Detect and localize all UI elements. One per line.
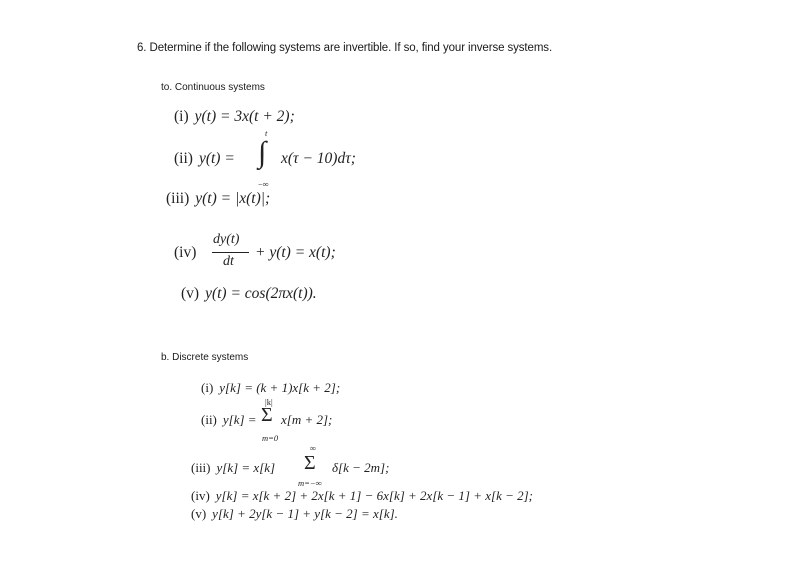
rest-text: x[m + 2]; bbox=[281, 412, 333, 427]
continuous-eq-3 bbox=[166, 190, 270, 208]
eq-lhs: y(t) = bbox=[198, 150, 235, 167]
fraction-bar bbox=[212, 252, 249, 253]
integral-lower-limit: −∞ bbox=[258, 179, 269, 189]
eq-lhs: y[k] = bbox=[222, 412, 257, 427]
numerator-text: dy(t) bbox=[213, 232, 240, 247]
eq-rest bbox=[332, 460, 389, 476]
discrete-eq-5 bbox=[191, 506, 398, 522]
sum-lower-limit: m=−∞ bbox=[298, 478, 322, 488]
eq-rest bbox=[281, 412, 332, 428]
integrand bbox=[281, 150, 356, 168]
eq-expr: y[k] = (k + 1)x[k + 2]; bbox=[219, 380, 341, 395]
integral-sign: ∫ bbox=[258, 136, 267, 169]
eq-label: (iv) bbox=[191, 488, 210, 503]
fraction-numerator bbox=[213, 232, 239, 248]
discrete-eq-1 bbox=[201, 380, 340, 396]
eq-expr: y(t) = 3x(t + 2); bbox=[194, 108, 295, 125]
eq-label: (ii) bbox=[201, 412, 217, 427]
eq-label: (iv) bbox=[174, 244, 197, 261]
sigma-sign: Σ bbox=[261, 404, 273, 426]
sigma-sign: Σ bbox=[304, 452, 316, 474]
eq-label: (ii) bbox=[174, 150, 193, 167]
integrand-text: x(τ − 10)dτ; bbox=[281, 150, 356, 167]
eq-expr: y[k] + 2y[k − 1] + y[k − 2] = x[k]. bbox=[212, 506, 398, 521]
eq-label: (i) bbox=[201, 380, 214, 395]
eq-lhs-group bbox=[201, 412, 257, 428]
eq-label: (i) bbox=[174, 108, 189, 125]
rest-text: + y(t) = x(t); bbox=[255, 244, 336, 261]
eq-rest bbox=[255, 244, 336, 262]
continuous-eq-1 bbox=[174, 108, 295, 126]
eq-lhs-group bbox=[174, 150, 235, 168]
section-heading-continuous: to. Continuous systems bbox=[161, 82, 265, 93]
section-heading-discrete: b. Discrete systems bbox=[161, 352, 249, 363]
eq-label: (v) bbox=[191, 506, 207, 521]
eq-expr: y(t) = cos(2πx(t)). bbox=[205, 285, 317, 302]
sum-upper-limit: ∞ bbox=[310, 443, 317, 453]
denominator-text: dt bbox=[223, 254, 234, 269]
rest-text: δ[k − 2m]; bbox=[332, 460, 390, 475]
eq-lhs: y[k] = x[k] bbox=[216, 460, 276, 475]
fraction-denominator bbox=[223, 254, 234, 270]
discrete-eq-4 bbox=[191, 488, 533, 504]
integral-upper-limit: t bbox=[265, 128, 268, 138]
sum-upper-limit: |k| bbox=[265, 397, 273, 407]
eq-label: (iii) bbox=[166, 190, 190, 207]
eq-lhs-group bbox=[191, 460, 275, 476]
sum-lower-limit: m=0 bbox=[262, 433, 279, 443]
eq-expr: y[k] = x[k + 2] + 2x[k + 1] − 6x[k] + 2x[k − 1] + x[k − 2]; bbox=[215, 488, 534, 503]
eq-expr: y(t) = |x(t)|; bbox=[195, 190, 271, 207]
question-title: 6. Determine if the following systems are invertible. If so, find your inverse systems. bbox=[137, 42, 553, 54]
continuous-eq-5 bbox=[181, 285, 317, 303]
eq-label: (iii) bbox=[191, 460, 211, 475]
eq-label: (v) bbox=[181, 285, 200, 302]
